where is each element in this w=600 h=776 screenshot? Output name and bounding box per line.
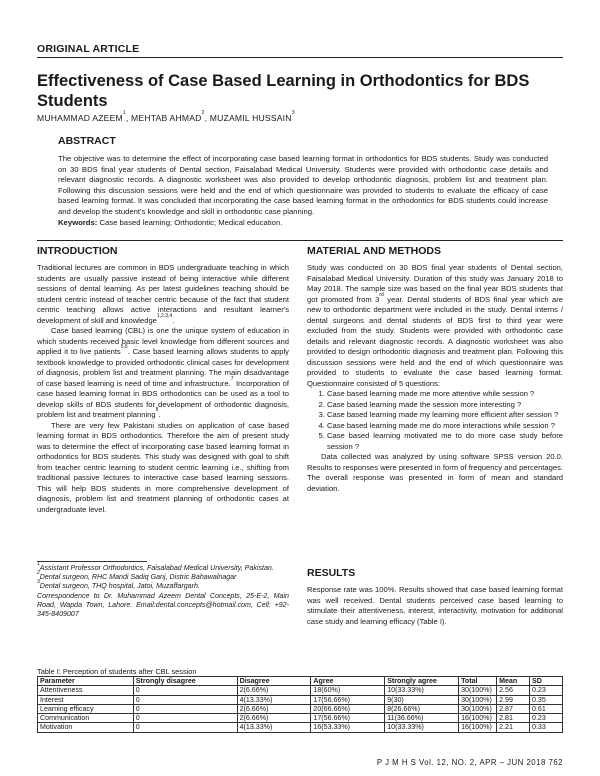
table-row [38,723,563,732]
table-cell: 11(36.66%) [385,714,459,723]
keywords [58,218,548,229]
table-cell: 17(56.66%) [311,714,385,723]
table-cell: 0.35 [530,695,563,704]
results-heading: RESULTS [307,567,356,579]
abstract-text: The objective was to determine the effect of incorporating case based learning format in orthodontics for BDS students. Study was conducted on 30 BDS final year students of Dental section, Faisalabad Medical University. Students were provided with orthodontic case details and relevant diagnostic records. A diagnostic worksheet was also provided to develop orthodontic diagnosis, problem list and treatment plan. Following this discussion sessions were held and the end of which questionnaire was provided to students to evaluate the efficacy of case based learning format. It was concluded that incorporating the case based learning format in the orthodontics for BDS students could increase and develop the student's knowledge and skill in orthodontic case planning. [58,154,548,216]
questionnaire-list [307,389,563,452]
table-cell: 30(100%) [459,704,497,713]
article-type-label: ORIGINAL ARTICLE [37,43,140,55]
footnote: $^3$Dental surgeon, THQ hospital, Jatoi, Muzaffargarh. [37,579,200,591]
table-row [38,704,563,713]
affiliation-mark: 1 [122,110,126,116]
keywords-label: Keywords: [58,217,98,227]
table-cell: 16(53.33%) [311,723,385,732]
table-cell: 10(33.33%) [385,686,459,695]
column-header: Agree [311,677,385,686]
table-cell: 8(26.66%) [385,704,459,713]
table-cell: 4(13.33%) [237,723,311,732]
paragraph: Traditional lectures are common in BDS undergraduate teaching in which students are usually passive instead of being interactive while different sessions of dental learning. As per latest guidelines teaching should be student centric instead of teacher centric because of the fact that student centric teaching allows active interactions and resultant learner's development of skill and knowledge$^{1,2,3,4}$. [37,263,289,325]
column-header: SD [530,677,563,686]
table-cell: 16(100%) [459,714,497,723]
table-cell: 2.81 [497,714,530,723]
section-rule [37,240,563,241]
table-cell: 9(30) [385,695,459,704]
column-header: Disagree [237,677,311,686]
table-cell: 0.23 [530,686,563,695]
author-name: , MUZAMIL HUSSAIN [204,113,292,123]
journal-footer: P J M H S Vol. 12, NO. 2, APR – JUN 2018 762 [376,758,563,767]
methods-heading: MATERIAL AND METHODS [307,245,441,257]
table-row [38,695,563,704]
results-body [307,585,563,627]
table-cell: 0.61 [530,704,563,713]
table-cell: 2.56 [497,686,530,695]
abstract-heading: ABSTRACT [58,135,116,147]
abstract-body [58,154,548,228]
table-cell: 0.33 [530,723,563,732]
table-cell: 2(6.66%) [237,714,311,723]
footnote: $^1$Assistant Professor Orthodontics, Faisalabad Medical University, Pakistan. [37,561,274,572]
table-cell: 30(100%) [459,695,497,704]
table-cell: Learning efficacy [38,704,134,713]
introduction-body [37,263,289,515]
table-cell: 0.23 [530,714,563,723]
perception-table [37,676,563,733]
column-header: Strongly agree [385,677,459,686]
table-cell: Attentiveness [38,686,134,695]
question-item: 3. Case based learning made my learning more efficient after session ? [327,410,563,421]
table-header-row [38,677,563,686]
paragraph: Data collected was analyzed by using software SPSS version 20.0. Results to responses were presented in form of frequency and percentages. The overall response was presented in form of mean and standard deviation. [307,452,563,493]
table-cell: 16(100%) [459,723,497,732]
keywords-text: Case based learning; Orthodontic; Medical education. [97,217,283,227]
paragraph: Response rate was 100%. Results showed that case based learning format was well received. Dental students perceived case based learning to stimulate their attentiveness, interest, interactivity, motivation for additional case study and learning efficacy (Table I). [307,585,563,626]
table-cell: 2.99 [497,695,530,704]
question-item: 1. Case based learning made me more attentive while session ? [327,389,563,400]
table-cell: 2.87 [497,704,530,713]
table-caption: Table I: Perception of students after CBL session [37,667,197,676]
question-item: 4. Case based learning made me do more interactions while session ? [327,421,563,432]
table-cell: Interest [38,695,134,704]
column-header: Parameter [38,677,134,686]
table-cell: 0 [133,723,237,732]
table-row [38,686,563,695]
table-cell: 4(13.33%) [237,695,311,704]
table-cell: 2.21 [497,723,530,732]
question-item: 2. Case based learning made the session more interesting ? [327,400,563,411]
table-cell: 20(66.66%) [311,704,385,713]
table-cell: 30(100%) [459,686,497,695]
author-name: , MEHTAB AHMAD [125,113,202,123]
paragraph: There are very few Pakistani studies on application of case based learning format in BDS orthodontics. Therefore the aim of present study was to determine the effect of incorporating case based learning format in orthodontics for BDS students. This study was designed with goal to shift from teacher centric learning to student centric learning i.e., shifting from traditional passive lectures to interactive case based learning sessions. This will help BDS students in more comprehensive development of diagnosis, problem list and treatment planning of orthodontic cases at undergraduate level. [37,420,289,514]
table-cell: 0 [133,695,237,704]
table-row [38,714,563,723]
table-cell: 0 [133,714,237,723]
methods-body [307,263,563,494]
header-rule [37,57,563,58]
column-header: Mean [497,677,530,686]
table-cell: Communication [38,714,134,723]
column-header: Strongly disagree [133,677,237,686]
paragraph: Study was conducted on 30 BDS final year students of Dental section, Faisalabad Medical University. Duration of this study was January 2018 to May 2018. The sample size was based on the final year BDS students that got promoted from 3rd year. Dental students of BDS final year which are new to orthodontic department were included in the study. Dental interns / dental surgeons and dental students of BDS first to third year were excluded from the study. Students were provided with orthodontic case details and relevant diagnostic records. A diagnostic worksheet was also provided to design orthodontic diagnosis and treatment plan. Following this discussion sessions were held and the end of which questionnaire was provided to students to evaluate the case based learning format. Questionnaire consisted of 5 questions: [307,263,563,388]
footnote-rule [37,561,147,562]
paragraph: Case based learning (CBL) is one the unique system of education in which students received basic level knowledge from different sources and applied it to live patients$^{5,6}$. Case based learning allows students to apply textbook knowledge to provided orthodontic clinical cases for development of diagnosis, problem list and treatment planning. The main disadvantage of case based learning is need of time and infrastructure.$^7$ Incorporation of case based learning format in BDS orthodontics can be used as a tool to develop skills of BDS students for development of orthodontic diagnosis, problem list and treatment planning$^8$. [37,326,289,419]
table-cell: 10(33.33%) [385,723,459,732]
table-cell: 2(6.66%) [237,704,311,713]
table-cell: 0 [133,686,237,695]
article-title: Effectiveness of Case Based Learning in Orthodontics for BDS Students [37,72,530,110]
table-cell: 18(60%) [311,686,385,695]
introduction-heading: INTRODUCTION [37,245,118,257]
column-header: Total [459,677,497,686]
affiliation-mark: 2 [201,110,205,116]
correspondence: Correspondence to Dr. Muhammad Azeem Dental Concepts, 25-E-2, Main Road, Wapda Town, Lahore. Email:dental.concepts@hotmail.com, Cell: +92-345-8409007 [37,591,289,619]
footnote: $^2$Dental surgeon, RHC Mandi Sadiq Ganj, Distric Bahawalnagar [37,570,237,582]
question-item: 5. Case based learning motivated me to do more case study before session ? [327,431,563,452]
table-cell: Motivation [38,723,134,732]
affiliation-footnotes [37,561,289,619]
affiliation-mark: 3 [291,110,295,116]
author-list [37,110,295,123]
table-cell: 2(6.66%) [237,686,311,695]
author-name: MUHAMMAD AZEEM [37,113,123,123]
table-cell: 0 [133,704,237,713]
table-cell: 17(56.66%) [311,695,385,704]
